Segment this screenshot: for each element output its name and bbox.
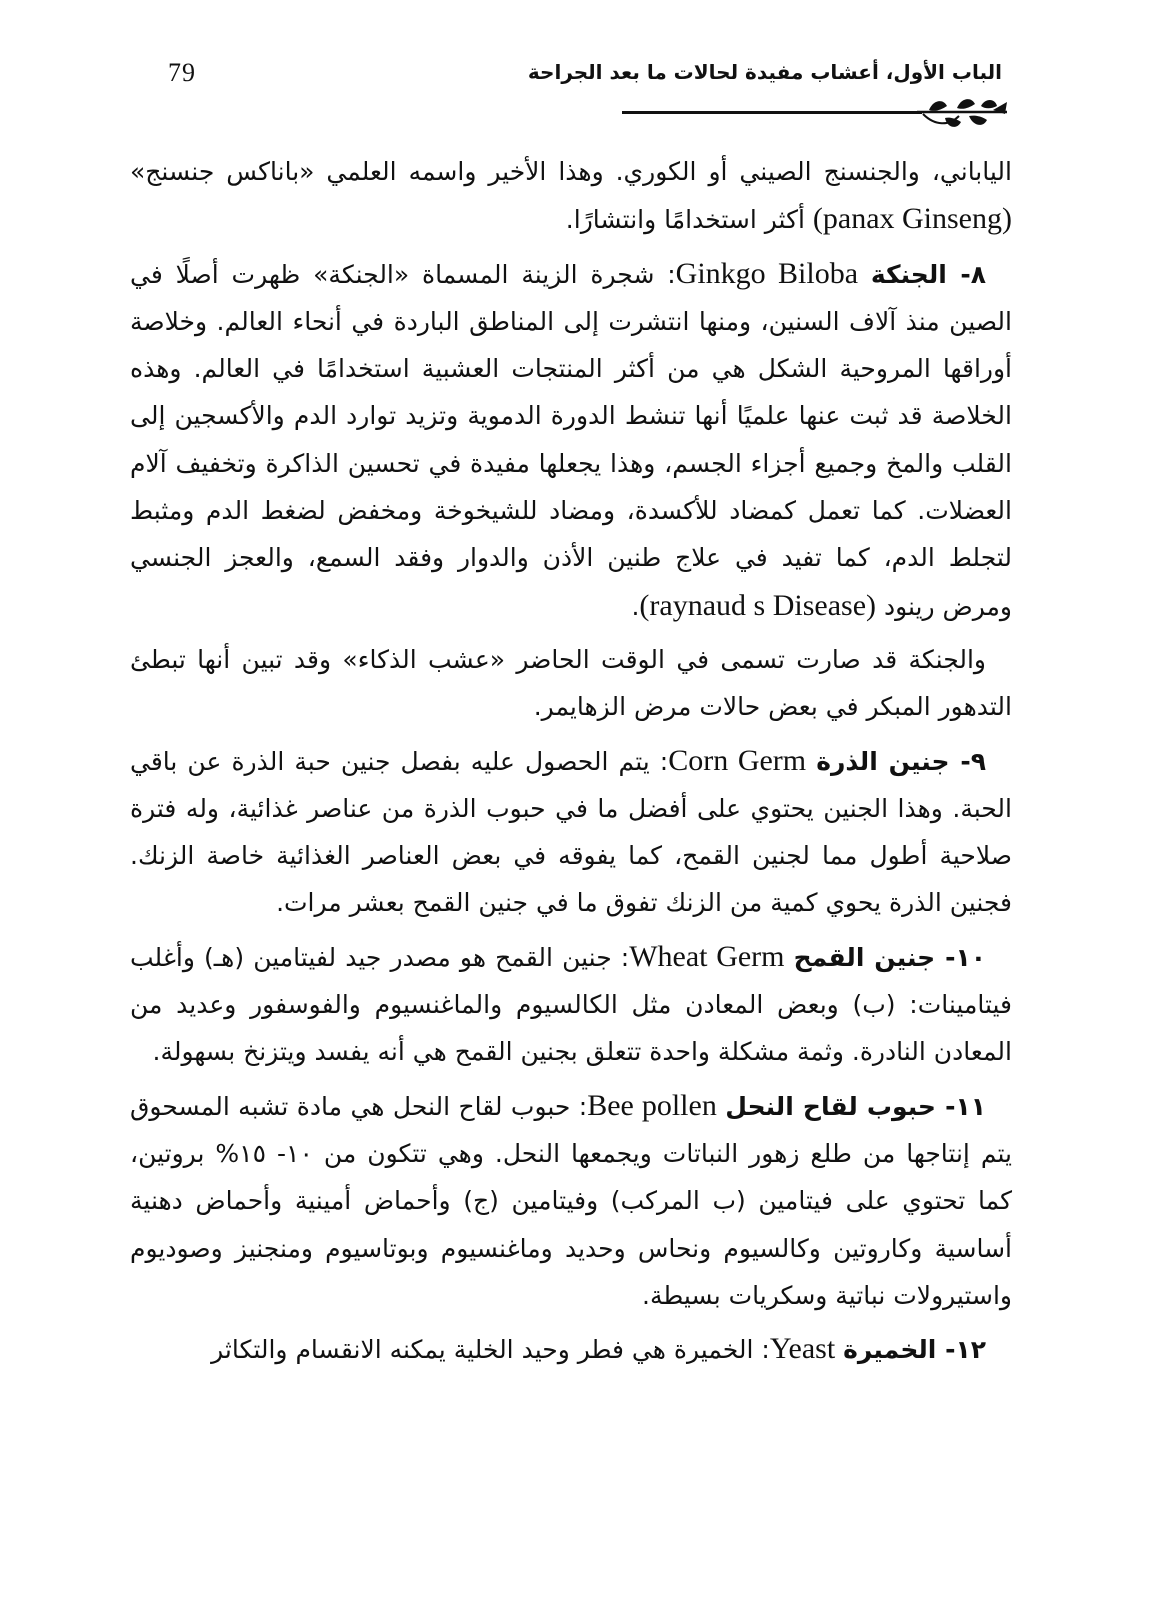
- latin-term: Wheat Germ: [629, 939, 785, 973]
- latin-term: Ginkgo Biloba: [675, 256, 859, 290]
- paragraph-text: : شجرة الزينة المسماة «الجنكة» ظهرت أصلًا في الصين منذ آلاف السنين، ومنها انتشرت إلى المناطق الباردة في أنحاء العالم. وخلاصة أوراقها المروحية الشكل هي من أكثر المنتجات العشبية استخدامًا في العالم. وهذه الخلاصة قد ثبت عنها علميًا أنها تنشط الدورة الدموية وتزيد توارد الدم والأكسجين إلى القلب والمخ وجميع أجزاء الجسم، وهذا يجعلها مفيدة في تحسين الذاكرة وتخفيف آلام العضلات. كما تعمل كمضاد للأكسدة، ومضاد للشيخوخة ومخفض لضغط الدم ومثبط لتجلط الدم، كما تفيد في علاج طنين الأذن والدوار وفقد السمع، والعجز الجنسي ومرض رينود: [130, 259, 1012, 621]
- item-heading: ١٠- جنين القمح: [793, 942, 986, 972]
- item-wheat-germ: [130, 933, 1012, 1076]
- leaf-ornament-icon: [915, 96, 1010, 132]
- paragraph-text: : حبوب لقاح النحل هي مادة تشبه المسحوق يتم إنتاجها من طلع زهور النباتات ويجمعها النحل. وهي تتكون من ١٠- ١٥% بروتين، كما تحتوي على فيتامين (ب المركب) وفيتامين (ج) وأحماض أمينية وأحماض دهنية أساسية وكاروتين وكالسيوم ونحاس وحديد وماغنسيوم وبوتاسيوم ومنجنيز وصوديوم واستيرولات نباتية وسكريات بسيطة.: [130, 1091, 1012, 1310]
- page-number: 79: [168, 58, 196, 87]
- item-corn-germ: [130, 737, 1012, 927]
- item-yeast: [130, 1325, 1012, 1373]
- item-heading: ١١- حبوب لقاح النحل: [725, 1091, 986, 1121]
- item-heading: ٩- جنين الذرة: [816, 746, 986, 776]
- paragraph-text: الياباني، والجنسنج الصيني أو الكوري. وهذا الأخير واسمه العلمي «باناكس جنسنج»: [130, 157, 1012, 186]
- paragraph-ginseng: [130, 148, 1012, 244]
- item-heading: ١٢- الخميرة: [843, 1335, 986, 1365]
- running-header-title: الباب الأول، أعشاب مفيدة لحالات ما بعد الجراحة: [527, 60, 1002, 84]
- paragraph-text: : الخميرة هي فطر وحيد الخلية يمكنه الانقسام والتكاثر: [211, 1335, 770, 1365]
- paragraph-text: .: [631, 591, 640, 621]
- paragraph-text: أكثر استخدامًا وانتشارًا.: [565, 205, 813, 235]
- latin-term: (raynaud s Disease): [639, 588, 876, 622]
- header-rule: [622, 111, 922, 114]
- latin-term: Corn Germ: [668, 743, 807, 777]
- paragraph-text: : جنين القمح هو مصدر جيد لفيتامين (هـ) وأغلب فيتامينات: (ب) وبعض المعادن مثل الكالسيوم والماغنسيوم والفوسفور وعديد من المعادن النادرة. وثمة مشكلة واحدة تتعلق بجنين القمح هي أنه يفسد ويتزنخ بسهولة.: [130, 942, 1012, 1067]
- item-ginkgo: [130, 250, 1012, 630]
- latin-term: Yeast: [769, 1332, 836, 1366]
- paragraph-text: : يتم الحصول عليه بفصل جنين حبة الذرة عن باقي الحبة. وهذا الجنين يحتوي على أفضل ما في حبوب الذرة من عناصر غذائية، وله فترة صلاحية أطول مما لجنين القمح، كما يفوقه في بعض العناصر الغذائية خاصة الزنك. فجنين الذرة يحوي كمية من الزنك تفوق ما في جنين القمح بعشر مرات.: [130, 746, 1012, 918]
- item-bee-pollen: [130, 1082, 1012, 1319]
- latin-term: (panax Ginseng): [812, 202, 1012, 236]
- latin-term: Bee pollen: [587, 1088, 717, 1122]
- paragraph-ginkgo-intelligence: والجنكة قد صارت تسمى في الوقت الحاضر «عشب الذكاء» وقد تبين أنها تبطئ التدهور المبكر في بعض حالات مرض الزهايمر.: [130, 644, 1012, 722]
- item-heading: ٨- الجنكة: [870, 259, 987, 289]
- main-text: [130, 148, 1012, 1373]
